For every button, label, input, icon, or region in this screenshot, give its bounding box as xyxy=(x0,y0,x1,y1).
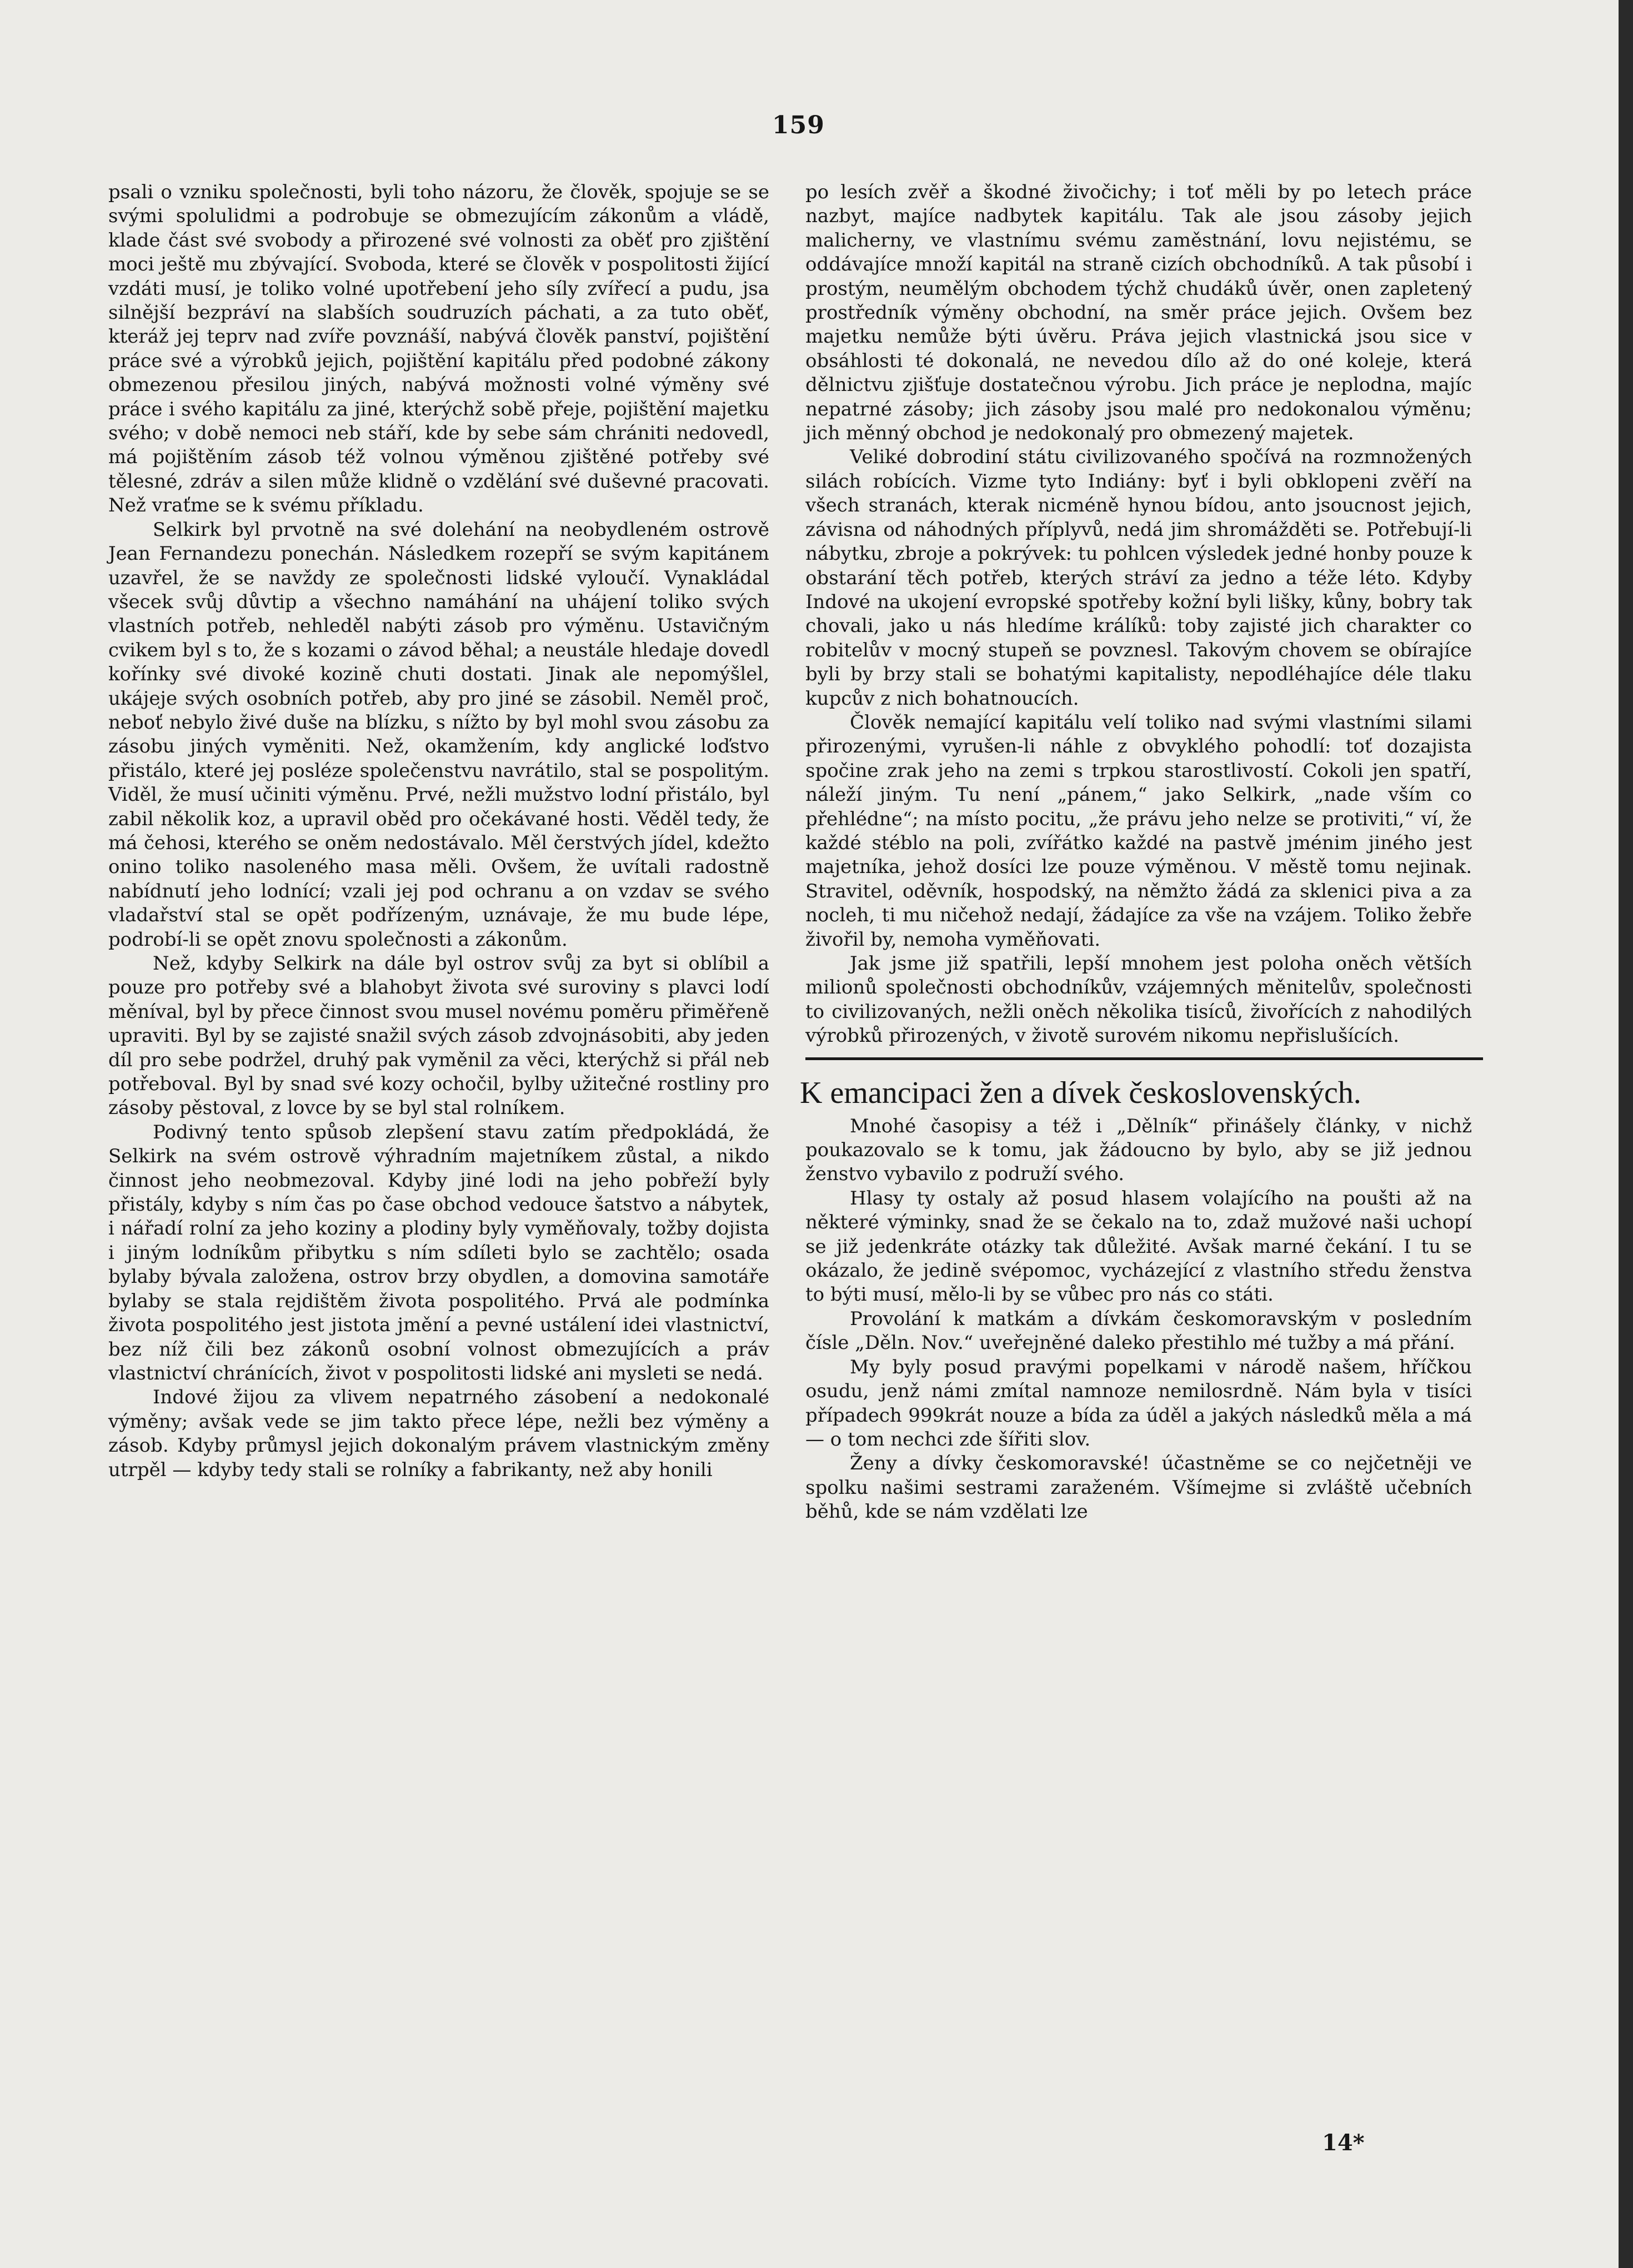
right-column xyxy=(800,180,1472,1524)
paragraph: Hlasy ty ostaly až posud hlasem volajícího na poušti až na některé výminky, snad že se čekalo na to, zdaž mužové naši uchopí se již jedenkráte otázky tak důležité. Avšak marné čekání. I tu se okázalo, že jedině svépomoc, vycházející z vlastního středu ženstva to býti musí, mělo-li by se vůbec pro nás co státi. xyxy=(805,1187,1472,1306)
section-divider xyxy=(805,1057,1483,1060)
paragraph: Než, kdyby Selkirk na dále byl ostrov svůj za byt si oblíbil a pouze pro potřeby své a blahobyt života své suroviny s plavci lodí měníval, byl by přece činnost svou musel novému poměru přiměřeně upraviti. Byl by se zajisté snažil svých zásob zdvojnásobiti, aby jeden díl pro sebe podržel, druhý pak vyměnil za věci, kterýchž si přál neb potřeboval. Byl by snad své kozy ochočil, bylby užitečné rostliny pro zásoby pěstoval, z lovce by se byl stal rolníkem. xyxy=(108,952,769,1120)
paragraph: Indové žijou za vlivem nepatrného zásobení a nedokonalé výměny; avšak vede se jim takto přece lépe, nežli bez výměny a zásob. Kdyby průmysl jejich dokonalým právem vlastnickým změny utrpěl — kdyby tedy stali se rolníky a fabrikanty, než aby honili xyxy=(108,1386,769,1481)
paragraph: Mnohé časopisy a též i „Dělník“ přinášely články, v nichž poukazovalo se k tomu, jak žádoucno by bylo, aby se již jednou ženstvo vybavilo z podruží svého. xyxy=(805,1115,1472,1186)
paragraph: Člověk nemající kapitálu velí toliko nad svými vlastními silami přirozenými, vyrušen-li náhle z obvyklého pohodlí: toť dozajista spočine zrak jeho na zemi s trpkou starostlivostí. Cokoli jen spatří, náleží jiným. Tu není „pánem,“ jako Selkirk, „nade vším co přehlédne“; na místo pocitu, „že právu jeho nelze se protiviti,“ ví, že každé stéblo na poli, zvířátko každé na pastvě jménim jiného jest majetníka, jehož dosíci lze pouze výměnou. V městě tomu nejinak. Stravitel, oděvník, hospodský, na němžto žádá za sklenici piva a za nocleh, ti mu ničehož nedají, žádajíce za vše na vzájem. Toliko žebře živořil by, nemoha vyměňovati. xyxy=(805,711,1472,951)
paragraph: po lesích zvěř a škodné živočichy; i toť měli by po letech práce nazbyt, majíce nadbytek kapitálu. Tak ale jsou zásoby jejich malicherny, ve vlastnímu svému zaměstnání, lovu nejistému, se oddávajíce množí kapitál na straně cizích obchodníků. A tak působí i prostým, neumělým obchodem týchž chudáků úvěr, onen zapletený prostředník výměny obchodní, na směr práce jejich. Ovšem bez majetku nemůže býti úvěru. Práva jejich vlastnická jsou sice v obsáhlosti té dokonalá, ne nevedou dílo až do oné koleje, která dělnictvu zjišťuje dostatečnou výrobu. Jich práce je neplodna, majíc nepatrné zásoby; jich zásoby jsou malé pro nedokonalou výměnu; jich měnný obchod je nedokonalý pro obmezený majetek. xyxy=(805,181,1472,445)
paragraph: Selkirk byl prvotně na své dolehání na neobydleném ostrově Jean Fernandezu ponechán. Následkem rozepří se svým kapitánem uzavřel, že se navždy ze společnosti lidské vyloučí. Vynakládal všecek svůj důvtip a všechno namáhání na uhájení toliko svých vlastních potřeb, nehleděl nabýti zásob pro výměnu. Ustavičným cvikem byl s to, že s kozami o závod běhal; a neustále hledaje dovedl kořínky své divoké kozině chuti dostati. Jinak ale nepomýšlel, ukájeje svých osobních potřeb, aby pro jiné se zásobil. Neměl proč, neboť nebylo živé duše na blízku, s nížto by byl mohl svou zásobu za zásobu jiných vyměniti. Než, okamžením, kdy anglické loďstvo přistálo, které jej posléze společenstvu navrátilo, stal se pospolitým. Viděl, že musí učiniti výměnu. Prvé, nežli mužstvo lodní přistálo, byl zabil několik koz, a upravil oběd pro očekávané hosti. Věděl tedy, že má čehosi, kterého se oněm nedostávalo. Měl čerstvých jídel, kdežto onino toliko nasoleného masa měli. Ovšem, že uvítali radostně nabídnutí jeho lodnící; vzali jej pod ochranu a on vzdav se svého vladařství stal se opět podřízeným, uznávaje, že mu bude lépe, podrobí-li se opět znovu společnosti a zákonům. xyxy=(108,518,769,951)
left-column xyxy=(108,180,769,1482)
paragraph: Ženy a dívky českomoravské! účastněme se co nejčetněji ve spolku našimi sestrami zaraženém. Všímejme si zvláště učebních běhů, kde se nám vzdělati lze xyxy=(805,1452,1472,1523)
paragraph: Podivný tento spůsob zlepšení stavu zatím předpokládá, že Selkirk na svém ostrově výhradním majetníkem zůstal, a nikdo činnost jeho neobmezoval. Kdyby jiné lodi na jeho pobřeží byly přistály, kdyby s ním čas po čase obchod vedouce šatstvo a nábytek, i nářadí rolní za jeho koziny a plodiny byly vyměňovaly, tožby dojista i jiným lodníkům přibytku s ním sdíleti bylo se zachtělo; osada bylaby bývala založena, ostrov brzy obydlen, a domovina samotáře bylaby se stala rejdištěm života pospolitého. Prvá ale podmínka života pospolitého jest jistota jmění a pevné ustálení idei vlastnictví, bez níž čili bez zákonů osobní volnost obmezujících a práv vlastnictví chránících, život v pospolitosti lidské ani mysleti se nedá. xyxy=(108,1121,769,1384)
paragraph: Provolání k matkám a dívkám českomoravským v posledním čísle „Děln. Nov.“ uveřejněné daleko přestihlo mé tužby a má přání. xyxy=(805,1307,1472,1354)
printer-signature: 14* xyxy=(1322,2130,1365,2156)
scan-edge xyxy=(1619,0,1633,2268)
paragraph: My byly posud pravými popelkami v národě našem, hříčkou osudu, jenž námi zmítal namnoze nemilosrdně. Nám byla v tisíci případech 999krát nouze a bída za úděl a jakých následků měla a má — o tom nechci zde šířiti slov. xyxy=(805,1356,1472,1451)
paragraph: Jak jsme již spatřili, lepší mnohem jest poloha oněch větších milionů společnosti obchodníkův, vzájemných měnitelův, společnosti to civilizovaných, nežli oněch několika tisíců, živořících z nahodilých výrobků přirozených, v životě surovém nikomu nepřislušících. xyxy=(805,952,1472,1047)
page-number: 159 xyxy=(772,111,825,139)
section-title: K emancipaci žen a dívek československých. xyxy=(800,1075,1361,1110)
paragraph: psali o vzniku společnosti, byli toho názoru, že člověk, spojuje se se svými spolulidmi a podrobuje se obmezujícím zákonům a vládě, klade část své svobody a přirozené své volnosti za oběť pro zjištění moci ještě mu zbývající. Svoboda, které se člověk v pospolitosti žijící vzdáti musí, je toliko volné upotřebení jeho síly zvířecí a pudu, jsa silnější bezpráví na slabších soudruzích páchati, a za tuto oběť, kteráž jej teprv nad zvíře povznáší, nabývá člověk panství, pojištění práce své a výrobků jejich, pojištění kapitálu před podobné zákony obmezenou přesilou jiných, nabývá možnosti volné výměny své práce i svého kapitálu za jiné, kterýchž sobě přeje, pojištění majetku svého; v době nemoci neb stáří, kde by sebe sám chrániti nedovedl, má pojištěním zásob též volnou výměnou zjištěné potřeby své tělesné, zdráv a silen může klidně o vzdělání své duševné pracovati. Než vraťme se k svému příkladu. xyxy=(108,181,769,517)
paragraph: Veliké dobrodiní státu civilizovaného spočívá na rozmnožených silách robících. Vizme tyto Indiány: byť i byli obklopeni zvěří na všech stranách, kterak nicméně hynou bídou, anto jsoucnost jejich, závisna od náhodných příplyvů, nedá jim shromážděti se. Potřebují-li nábytku, zbroje a pokrývek: tu pohlcen výsledek jedné honby pouze k obstarání těch potřeb, kterých stráví za jedno a téže léto. Kdyby Indové na ukojení evropské spotřeby kožní byli lišky, kůny, bobry tak chovali, jako u nás hledíme králíků: toby zajisté jich charakter co robitelův v mocný stupeň se povznesl. Takovým chovem se obírajíce byli by brzy stali se bohatými kapitalisty, nepodléhajíce déle tlaku kupcův z nich bohatnoucích. xyxy=(805,446,1472,710)
